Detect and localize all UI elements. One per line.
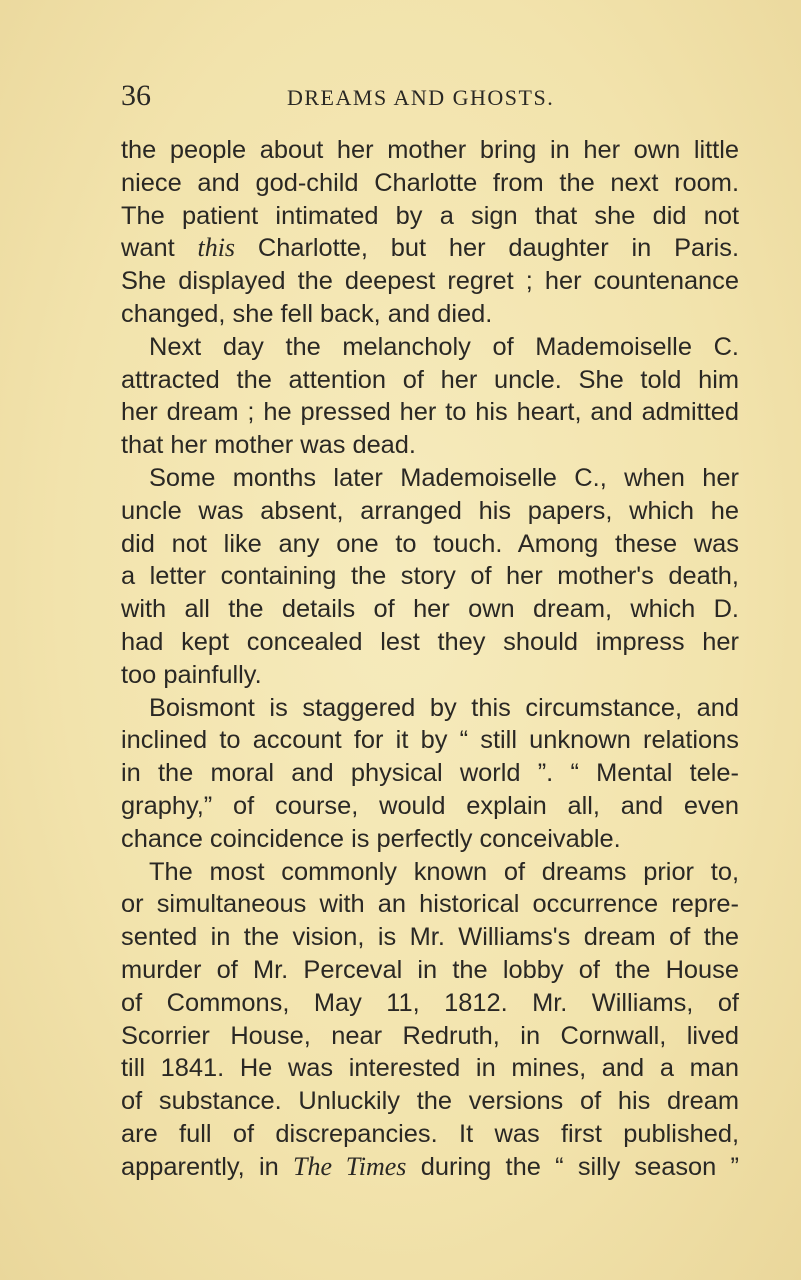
text-line: too painfully. [121,660,262,689]
text-line: till 1841. He was interested in mines, and a man [121,1054,739,1083]
page-header [121,76,739,116]
text-line: are full of discrepancies. It was first published, [121,1119,739,1148]
paragraph-first-line: Some months later Mademoiselle C., when her [149,463,739,492]
text-segment: Charlotte, but her daughter in Paris. [235,234,739,263]
text-line: the people about her mother bring in her own little [121,136,739,164]
text-line: graphy,” of course, would explain all, and even [121,791,739,820]
text-line: a letter containing the story of her mother's death, [121,562,739,591]
text-line: did not like any one to touch. Among these was [121,529,739,558]
italic-text: this [197,233,236,263]
text-line: inclined to account for it by “ still unknown relations [121,726,739,755]
page-number: 36 [121,79,151,112]
text-line: chance coincidence is perfectly conceivable. [121,824,621,853]
paragraph-first-line: The most commonly known of dreams prior to, [149,857,739,886]
paragraph-first-line: Next day the melancholy of Mademoiselle C. [149,332,739,361]
text-segment: apparently, in [121,1152,294,1181]
text-line: had kept concealed lest they should impress her [121,627,739,656]
text-line: or simultaneous with an historical occurrence repre- [121,890,739,919]
text-line: of Commons, May 11, 1812. Mr. Williams, of [121,988,739,1017]
paragraph-first-line: Boismont is staggered by this circumstance, and [149,693,739,722]
text-line: changed, she fell back, and died. [121,299,493,328]
text-line: sented in the vision, is Mr. Williams's dream of the [121,923,739,952]
text-line: Scorrier House, near Redruth, in Cornwall, lived [121,1021,739,1050]
text-line: She displayed the deepest regret ; her countenance [121,267,739,296]
text-line [121,1151,739,1184]
text-line: her dream ; he pressed her to his heart, and admitted [121,398,739,427]
text-line: in the moral and physical world ”. “ Mental tele- [121,759,739,788]
text-segment: during the “ silly season ” [406,1152,739,1181]
text-line: niece and god-child Charlotte from the next room. [121,168,739,197]
text-line: murder of Mr. Perceval in the lobby of the House [121,955,739,984]
text-line [121,232,739,265]
text-segment: want [121,234,198,263]
body-text [121,134,739,1184]
text-line: attracted the attention of her uncle. She told him [121,365,739,394]
text-line: with all the details of her own dream, which D. [121,595,739,624]
text-line: The patient intimated by a sign that she did not [121,201,739,230]
italic-text: The Times [293,1151,407,1181]
running-head: DREAMS AND GHOSTS. [287,85,555,110]
text-line: of substance. Unluckily the versions of his dream [121,1087,739,1116]
text-line: uncle was absent, arranged his papers, which he [121,496,739,525]
text-line: that her mother was dead. [121,431,416,460]
